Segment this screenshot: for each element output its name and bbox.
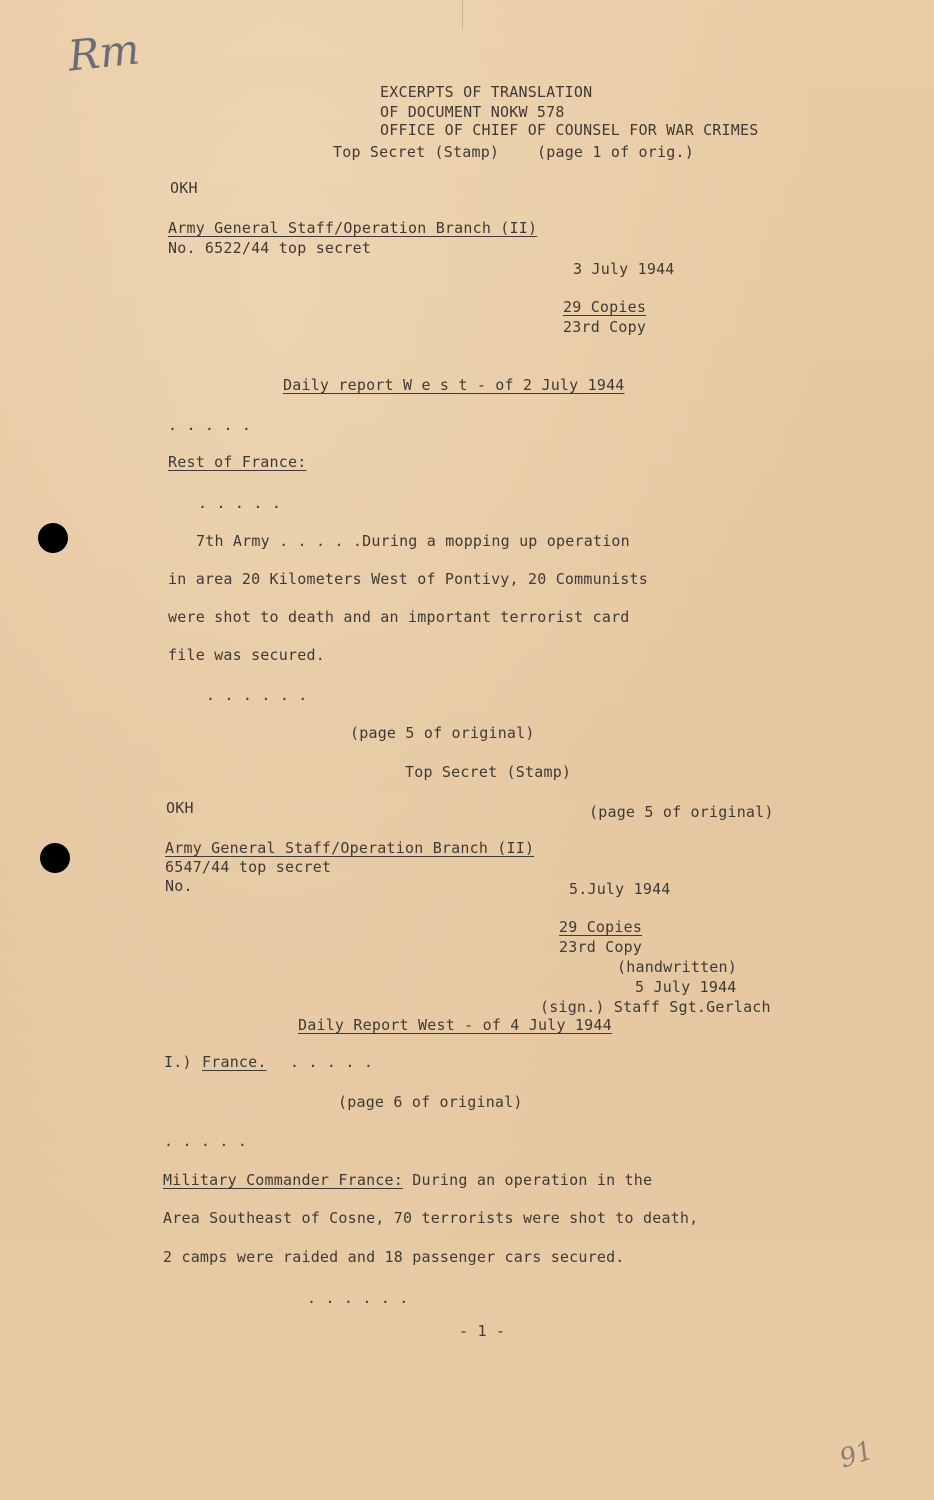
paragraph-line-1: 7th Army . . . . .During a mopping up operation (196, 532, 630, 550)
ellipsis-1: . . . . . (168, 416, 252, 434)
military-paragraph-line-2: Area Southeast of Cosne, 70 terrorists were shot to death, (163, 1209, 699, 1227)
paragraph-line-4: file was secured. (168, 646, 325, 664)
copies-2: 29 Copies (559, 918, 643, 936)
copy-number-2: 23rd Copy (559, 938, 643, 956)
page-number: - 1 - (459, 1322, 506, 1340)
branch-line-2: Army General Staff/Operation Branch (II) (165, 839, 535, 857)
page-6-marker: (page 6 of original) (338, 1093, 523, 1111)
page-ref-2: (page 5 of original) (589, 803, 774, 821)
doc-number-2: 6547/44 top secret (165, 858, 332, 876)
ellipsis-5: . . . . . . (307, 1289, 409, 1307)
header-stamp: Top Secret (Stamp) (333, 143, 500, 161)
okh-label-1: OKH (170, 179, 198, 197)
paragraph-line-3: were shot to death and an important terrorist card (168, 608, 630, 626)
report-date-1: 3 July 1944 (573, 260, 675, 278)
ellipsis-4: . . . . . (164, 1132, 248, 1150)
header-line-2: OF DOCUMENT NOKW 578 (380, 103, 565, 121)
report-title-1: Daily report W e s t - of 2 July 1944 (283, 376, 625, 394)
page-crease (462, 0, 463, 30)
copies-1: 29 Copies (563, 298, 647, 316)
ellipsis-2: . . . . . (198, 494, 282, 512)
page-5-marker: (page 5 of original) (350, 724, 535, 742)
stamp-2: Top Secret (Stamp) (405, 763, 572, 781)
header-line-1: EXCERPTS OF TRANSLATION (380, 83, 593, 101)
handwritten-note-label: (handwritten) (617, 958, 737, 976)
report-date-2: 5.July 1944 (569, 880, 671, 898)
military-paragraph-line-1: During an operation in the (403, 1171, 653, 1189)
signature-line: (sign.) Staff Sgt.Gerlach (540, 998, 771, 1016)
header-line-3: OFFICE OF CHIEF OF COUNSEL FOR WAR CRIMES (380, 121, 759, 139)
france-heading: France. (202, 1053, 267, 1071)
ellipsis-3: . . . . . . (206, 686, 308, 704)
france-number: I.) (164, 1053, 192, 1071)
handwritten-initials: Rm (65, 24, 142, 81)
no-label-2: No. (165, 877, 193, 895)
okh-label-2: OKH (166, 799, 194, 817)
paragraph-line-2: in area 20 Kilometers West of Pontivy, 20 Communists (168, 570, 648, 588)
report-title-2: Daily Report West - of 4 July 1944 (298, 1016, 612, 1034)
military-commander-line (163, 1171, 652, 1189)
military-commander-label: Military Commander France: (163, 1171, 403, 1189)
handwritten-date: 5 July 1944 (635, 978, 737, 996)
punch-hole-bottom (40, 843, 70, 873)
section-heading-rest-of-france: Rest of France: (168, 453, 307, 471)
corner-handwritten-mark: 91 (836, 1435, 877, 1475)
header-page-ref: (page 1 of orig.) (537, 143, 694, 161)
doc-number-1: No. 6522/44 top secret (168, 239, 372, 257)
copy-number-1: 23rd Copy (563, 318, 647, 336)
branch-line-1: Army General Staff/Operation Branch (II) (168, 219, 538, 237)
france-ellipsis: . . . . . (290, 1053, 374, 1071)
punch-hole-top (38, 523, 68, 553)
military-paragraph-line-3: 2 camps were raided and 18 passenger cars secured. (163, 1248, 625, 1266)
